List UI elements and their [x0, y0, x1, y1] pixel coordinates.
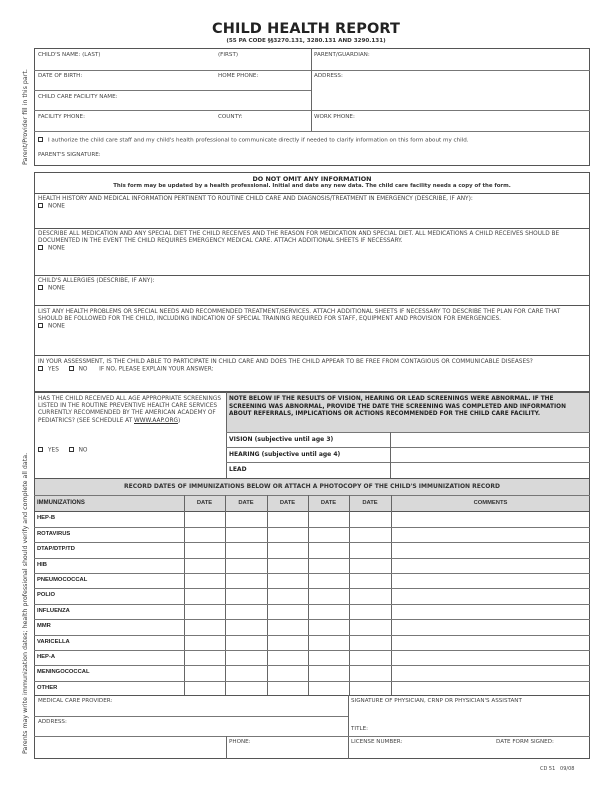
medication-field[interactable] [38, 231, 588, 253]
parent-guardian-field[interactable]: PARENT/GUARDIAN: [314, 52, 370, 58]
form-code: CD 51 09/08 [540, 766, 575, 772]
none-label: NONE [48, 285, 65, 292]
screening-question-end: ) [177, 417, 181, 424]
immunization-row-dtap: DTAP/DTP/TD [37, 546, 75, 552]
col-date-4: DATE [320, 500, 337, 506]
update-notice: This form may be updated by a health professional. Initial and date any new data. The child care facility needs a copy of the form. [113, 183, 511, 189]
county-field[interactable]: COUNTY: [218, 114, 243, 120]
immunization-row-hep-b: HEP-B [37, 515, 56, 521]
immunization-row-hep-a: HEP-A [37, 654, 56, 660]
side-note-parent: Parent/Provider fill in this part. [22, 69, 29, 165]
parent-section [34, 48, 590, 166]
immunization-date-cells[interactable] [185, 512, 589, 696]
screening-yes-checkbox[interactable] [38, 447, 43, 452]
childs-first-name-field[interactable]: (FIRST) [218, 52, 239, 58]
health-problems-label: LIST ANY HEALTH PROBLEMS OR SPECIAL NEEDS AND RECOMMENDED TREATMENT/SERVICES. ATTACH ADDITIONAL SHEETS IF NECESSARY TO DESCRIBE THE PLAN FOR CARE THAT SHOULD BE FOLLOWED FOR THE CHILD, INCLUDING INDICATION OF SPECIAL TRAINING REQUIRED FOR STAFF, EQUIPMENT AND PROVISION FOR EMERGENCIES. [38, 309, 561, 323]
none-label: NONE [48, 323, 65, 330]
medication-label: DESCRIBE ALL MEDICATION AND ANY SPECIAL DIET THE CHILD RECEIVES AND THE REASON FOR MEDICATION AND SPECIAL DIET. ALL MEDICATIONS A CHILD RECEIVES SHOULD BE DOCUMENTED IN THE EVENT THE CHILD REQUIRES EMERGENCY MEDICAL CARE. ATTACH ADDITIONAL SHEETS IF NECESSARY. [38, 231, 560, 245]
immunization-heading: RECORD DATES OF IMMUNIZATIONS BELOW OR ATTACH A PHOTOCOPY OF THE CHILD'S IMMUNIZATION RECORD [123, 483, 500, 490]
col-date-1: DATE [196, 500, 213, 506]
authorize-row [38, 137, 469, 145]
col-date-2: DATE [238, 500, 254, 506]
facility-name-field[interactable]: CHILD CARE FACILITY NAME: [38, 94, 118, 100]
immunization-row-other: OTHER [37, 685, 58, 691]
immunization-row-polio: POLIO [37, 592, 56, 598]
physician-signature-field[interactable]: SIGNATURE OF PHYSICIAN, CRNP OR PHYSICIAN'S ASSISTANT [351, 698, 522, 704]
no-label: NO [78, 366, 88, 373]
provider-phone-field[interactable]: PHONE: [229, 739, 251, 745]
assessment-field[interactable] [38, 359, 586, 374]
allergies-none-checkbox[interactable] [38, 285, 43, 290]
problems-none-checkbox[interactable] [38, 323, 43, 328]
health-history-field[interactable] [38, 196, 586, 211]
screening-answer [38, 447, 87, 455]
aap-link[interactable]: WWW.AAP.ORG [133, 417, 178, 424]
immunization-row-mmr: MMR [37, 623, 51, 629]
immunization-row-meningococcal: MENINGOCOCCAL [37, 669, 90, 675]
medication-none-checkbox[interactable] [38, 245, 43, 250]
lead-label: LEAD [229, 466, 247, 473]
provider-address-field[interactable]: ADDRESS: [38, 719, 67, 725]
hearing-input[interactable] [391, 448, 589, 462]
screening-note: NOTE BELOW IF THE RESULTS OF VISION, HEARING OR LEAD SCREENINGS WERE ABNORMAL. IF THE SCREENING WAS ABNORMAL, PROVIDE THE DATE THE SCREENING WAS COMPLETED AND INFORMATION ABOUT REFERRALS, IMPLICATIONS OR ACTIONS RECOMMENDED FOR THE CHILD CARE FACILITY. [229, 396, 566, 418]
explain-label: IF NO, PLEASE EXPLAIN YOUR ANSWER: [99, 366, 214, 373]
col-immunizations: IMMUNIZATIONS [37, 500, 85, 506]
date-form-signed-field[interactable]: DATE FORM SIGNED: [496, 739, 554, 745]
none-label: NONE [48, 245, 65, 252]
parent-signature-field[interactable]: PARENT'S SIGNATURE: [38, 152, 101, 158]
title-field[interactable]: TITLE: [351, 726, 369, 732]
health-problems-field[interactable] [38, 309, 586, 331]
history-none-checkbox[interactable] [38, 203, 43, 208]
screening-question [38, 396, 224, 425]
immunization-row-influenza: INFLUENZA [37, 608, 70, 614]
date-of-birth-field[interactable]: DATE OF BIRTH: [38, 73, 83, 79]
facility-phone-field[interactable]: FACILITY PHONE: [38, 114, 85, 120]
allergies-label: CHILD'S ALLERGIES (DESCRIBE, IF ANY): [38, 278, 155, 284]
yes-label: YES [48, 366, 59, 373]
license-number-field[interactable]: LICENSE NUMBER: [351, 739, 403, 745]
assessment-label: IN YOUR ASSESSMENT, IS THE CHILD ABLE TO PARTICIPATE IN CHILD CARE AND DOES THE CHILD APPEAR TO BE FREE FROM CONTAGIOUS OR COMMUNICABLE DISEASES? [38, 359, 533, 365]
lead-input[interactable] [391, 463, 589, 477]
authorize-text: I authorize the child care staff and my child's health professional to communicate directly if needed to clarify information on this form about my child. [48, 137, 469, 144]
immunization-row-rotavirus: ROTAVIRUS [37, 531, 71, 537]
health-history-label: HEALTH HISTORY AND MEDICAL INFORMATION PERTINENT TO ROUTINE CHILD CARE AND DIAGNOSIS/TREATMENT IN EMERGENCY (DESCRIBE, IF ANY): [38, 196, 473, 202]
warning-heading: DO NOT OMIT ANY INFORMATION [252, 175, 372, 183]
immunization-row-pneumococcal: PNEUMOCOCCAL [37, 577, 88, 583]
medical-care-provider-field[interactable]: MEDICAL CARE PROVIDER: [38, 698, 113, 704]
allergies-field[interactable] [38, 278, 586, 293]
vision-label: VISION (subjective until age 3) [229, 436, 334, 443]
immunization-row-hib: HIB [37, 562, 47, 568]
side-note-immunization: Parents may write immunization dates; health professional should verify and complete all data. [22, 452, 29, 754]
vision-input[interactable] [391, 433, 589, 447]
hearing-label: HEARING (subjective until age 4) [229, 451, 341, 458]
page-subtitle: (55 PA CODE §§3270.131, 3280.131 AND 3290.131) [226, 38, 386, 44]
assessment-yes-checkbox[interactable] [38, 366, 43, 371]
childs-last-name-field[interactable]: CHILD'S NAME: (LAST) [38, 52, 101, 58]
home-phone-field[interactable]: HOME PHONE: [218, 73, 259, 79]
col-comments: COMMENTS [473, 500, 508, 506]
address-field[interactable]: ADDRESS: [314, 73, 343, 79]
screening-no-checkbox[interactable] [69, 447, 74, 452]
col-date-5: DATE [362, 500, 378, 506]
immunization-row-varicella: VARICELLA [37, 639, 70, 645]
none-label: NONE [48, 203, 65, 210]
yes-label: YES [48, 447, 59, 454]
assessment-no-checkbox[interactable] [69, 366, 74, 371]
authorize-checkbox[interactable] [38, 137, 43, 142]
work-phone-field[interactable]: WORK PHONE: [314, 114, 355, 120]
col-date-3: DATE [279, 500, 296, 506]
no-label: NO [78, 447, 88, 454]
page-title: CHILD HEALTH REPORT [212, 21, 400, 37]
screening-question-text: HAS THE CHILD RECEIVED ALL AGE APPROPRIATE SCREENINGS LISTED IN THE ROUTINE PREVENTIVE HEALTH CARE SERVICES CURRENTLY RECOMMENDED BY THE AMERICAN ACADEMY OF PEDIATRICS? (SEE SCHEDULE AT [38, 396, 222, 424]
